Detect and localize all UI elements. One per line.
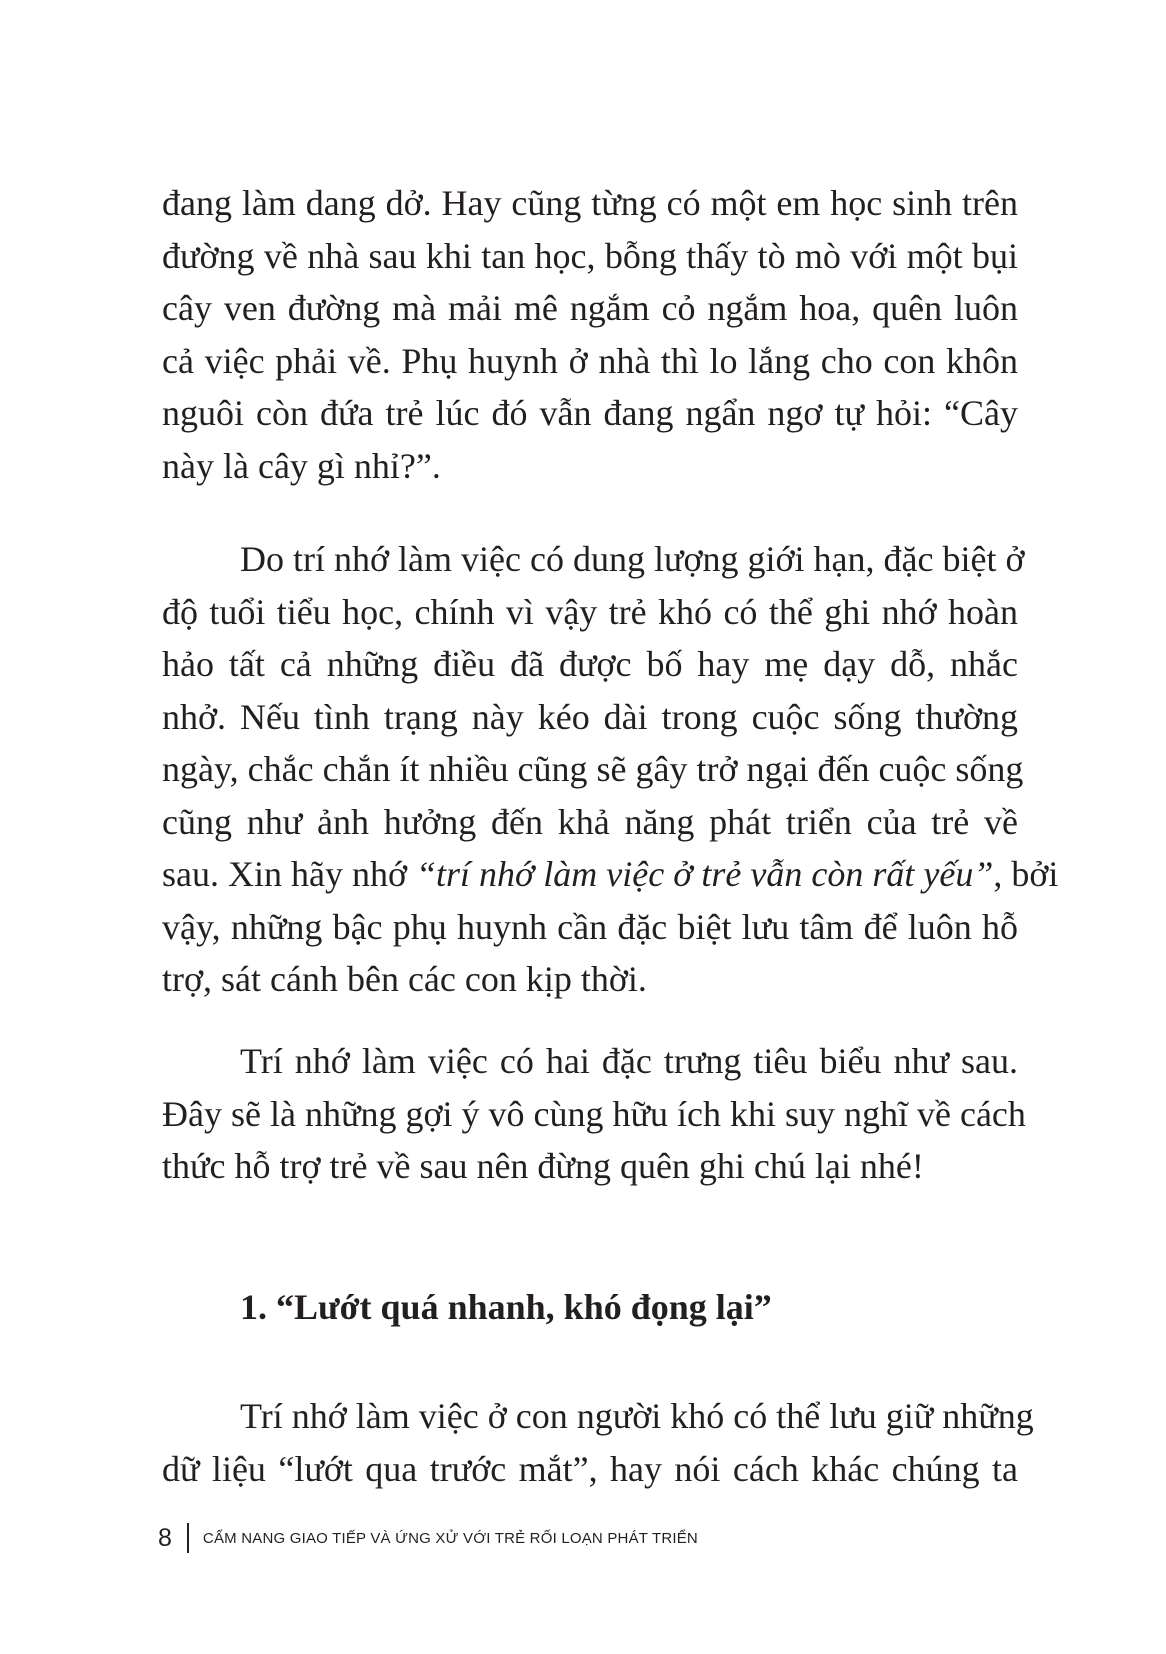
page-footer [158, 1518, 698, 1558]
text-line: độ tuổi tiểu học, chính vì vậy trẻ khó có thể ghi nhớ hoàn [162, 591, 1018, 632]
text-line-with-emphasis [162, 848, 1059, 901]
text-line: nguôi còn đứa trẻ lúc đó vẫn đang ngẩn ngơ tự hỏi: “Cây [162, 393, 1018, 433]
text-line: trợ, sát cánh bên các con kịp thời. [162, 959, 647, 999]
section-heading: 1. “Lướt quá nhanh, khó đọng lại” [240, 1287, 772, 1327]
text-line: này là cây gì nhỉ?”. [162, 445, 441, 486]
footer-divider [187, 1523, 189, 1553]
text-segment: sau. Xin hãy nhớ [162, 854, 417, 894]
italic-quote: “trí nhớ làm việc ở trẻ vẫn còn rất yếu” [416, 854, 994, 894]
text-segment: , bởi [993, 854, 1059, 894]
text-line: cũng như ảnh hưởng đến khả năng phát triển của trẻ về [162, 801, 1018, 842]
text-line: đường về nhà sau khi tan học, bỗng thấy tò mò với một bụi [162, 235, 1018, 276]
text-line: vậy, những bậc phụ huynh cần đặc biệt lưu tâm để luôn hỗ [162, 906, 1018, 947]
text-line: đang làm dang dở. Hay cũng từng có một em học sinh trên [162, 183, 1018, 223]
text-line: ngày, chắc chắn ít nhiều cũng sẽ gây trở ngại đến cuộc sống [162, 749, 1024, 789]
text-line: nhở. Nếu tình trạng này kéo dài trong cuộc sống thường [162, 696, 1018, 737]
text-line: dữ liệu “lướt qua trước mắt”, hay nói cách khác chúng ta [162, 1448, 1018, 1489]
text-line: thức hỗ trợ trẻ về sau nên đừng quên ghi chú lại nhé! [162, 1146, 924, 1186]
text-line: Do trí nhớ làm việc có dung lượng giới hạn, đặc biệt ở [240, 539, 1025, 579]
text-line: Trí nhớ làm việc có hai đặc trưng tiêu biểu như sau. [240, 1041, 1018, 1081]
text-line: Đây sẽ là những gợi ý vô cùng hữu ích khi suy nghĩ về cách [162, 1093, 1026, 1134]
paragraph-4 [162, 1390, 1034, 1495]
text-line: cả việc phải về. Phụ huynh ở nhà thì lo lắng cho con khôn [162, 340, 1018, 381]
paragraph-1 [162, 177, 1018, 492]
paragraph-2 [162, 533, 1059, 1006]
page-number: 8 [158, 1523, 172, 1552]
text-line: hảo tất cả những điều đã được bố hay mẹ dạy dỗ, nhắc [162, 644, 1018, 684]
text-line: Trí nhớ làm việc ở con người khó có thể lưu giữ những [240, 1396, 1034, 1436]
running-title: CẨM NANG GIAO TIẾP VÀ ỨNG XỬ VỚI TRẺ RỐI LOẠN PHÁT TRIỂN [202, 1529, 698, 1547]
paragraph-3 [162, 1035, 1026, 1193]
text-line: cây ven đường mà mải mê ngắm cỏ ngắm hoa, quên luôn [162, 288, 1018, 328]
